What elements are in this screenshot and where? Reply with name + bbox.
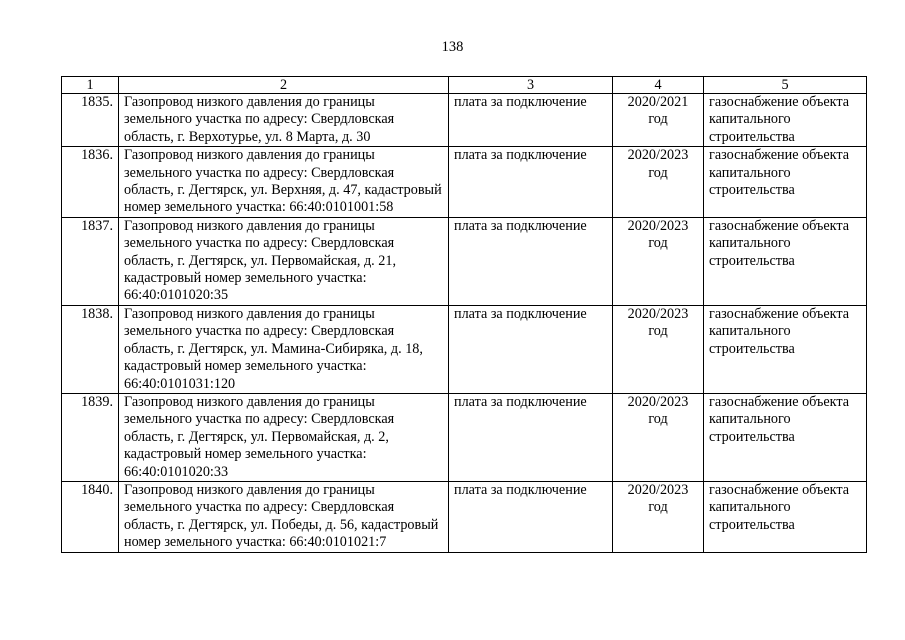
object-description: Газопровод низкого давления до границы земельного участка по адресу: Свердловская область, г. Верхотурье, ул. 8 Марта, д. 30	[119, 94, 449, 147]
row-number: 1837.	[62, 217, 119, 305]
table-row	[62, 481, 867, 552]
object-description: Газопровод низкого давления до границы земельного участка по адресу: Свердловская область, г. Дегтярск, ул. Мамина-Сибиряка, д. 18, кадастровый номер земельного участка: 66:40:0101031:120	[119, 305, 449, 393]
implementation-period: 2020/2023 год	[613, 217, 704, 305]
register-table	[61, 76, 867, 553]
row-number: 1835.	[62, 94, 119, 147]
table-row	[62, 393, 867, 481]
header-col-1: 1	[62, 77, 119, 94]
object-purpose: газоснабжение объекта капитального строительства	[704, 393, 867, 481]
object-purpose: газоснабжение объекта капитального строительства	[704, 217, 867, 305]
header-col-2: 2	[119, 77, 449, 94]
implementation-period: 2020/2023 год	[613, 147, 704, 218]
funding-source: плата за подключение	[449, 305, 613, 393]
table-row	[62, 217, 867, 305]
row-number: 1840.	[62, 481, 119, 552]
object-purpose: газоснабжение объекта капитального строительства	[704, 94, 867, 147]
implementation-period: 2020/2023 год	[613, 481, 704, 552]
funding-source: плата за подключение	[449, 147, 613, 218]
object-purpose: газоснабжение объекта капитального строительства	[704, 305, 867, 393]
implementation-period: 2020/2021 год	[613, 94, 704, 147]
implementation-period: 2020/2023 год	[613, 393, 704, 481]
header-col-5: 5	[704, 77, 867, 94]
page-number: 138	[441, 39, 464, 55]
header-row	[62, 77, 867, 94]
object-purpose: газоснабжение объекта капитального строительства	[704, 481, 867, 552]
object-purpose: газоснабжение объекта капитального строительства	[704, 147, 867, 218]
header-col-4: 4	[613, 77, 704, 94]
funding-source: плата за подключение	[449, 217, 613, 305]
row-number: 1839.	[62, 393, 119, 481]
table-row	[62, 147, 867, 218]
funding-source: плата за подключение	[449, 481, 613, 552]
row-number: 1836.	[62, 147, 119, 218]
funding-source: плата за подключение	[449, 94, 613, 147]
object-description: Газопровод низкого давления до границы земельного участка по адресу: Свердловская область, г. Дегтярск, ул. Первомайская, д. 2, кадастровый номер земельного участка: 66:40:0101020:33	[119, 393, 449, 481]
table-row	[62, 305, 867, 393]
object-description: Газопровод низкого давления до границы земельного участка по адресу: Свердловская область, г. Дегтярск, ул. Верхняя, д. 47, кадастровый номер земельного участка: 66:40:0101001:58	[119, 147, 449, 218]
object-description: Газопровод низкого давления до границы земельного участка по адресу: Свердловская область, г. Дегтярск, ул. Первомайская, д. 21, кадастровый номер земельного участка: 66:40:0101020:35	[119, 217, 449, 305]
implementation-period: 2020/2023 год	[613, 305, 704, 393]
header-col-3: 3	[449, 77, 613, 94]
object-description: Газопровод низкого давления до границы земельного участка по адресу: Свердловская область, г. Дегтярск, ул. Победы, д. 56, кадастровый номер земельного участка: 66:40:0101021:7	[119, 481, 449, 552]
funding-source: плата за подключение	[449, 393, 613, 481]
row-number: 1838.	[62, 305, 119, 393]
table-body	[62, 94, 867, 553]
table-header	[62, 77, 867, 94]
table-row	[62, 94, 867, 147]
